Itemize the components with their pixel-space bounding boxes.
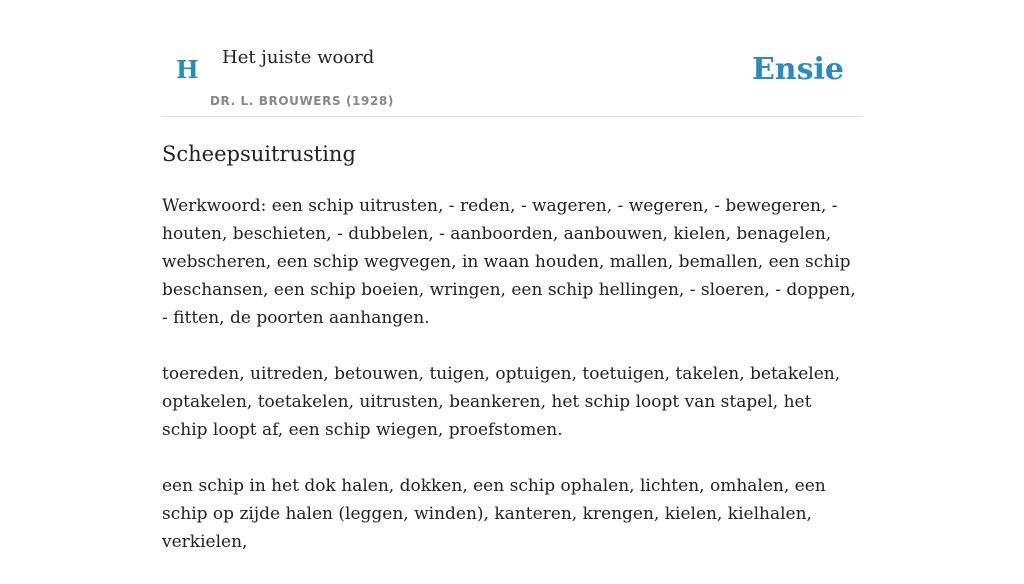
- brand-logo[interactable]: Ensie: [751, 52, 844, 87]
- entry-content: [162, 192, 862, 584]
- book-author: DR. L. BROUWERS (1928): [210, 94, 394, 108]
- entry-title: Scheepsuitrusting: [162, 142, 356, 166]
- entry-paragraph: een schip in het dok halen, dokken, een schip ophalen, lichten, omhalen, een schip op zijde halen (leggen, winden), kanteren, krengen, kielen, kielhalen, verkielen,: [162, 476, 826, 552]
- book-title-link[interactable]: Het juiste woord: [222, 47, 375, 68]
- entry-paragraph: Werkwoord: een schip uitrusten, - reden, - wageren, - wegeren, - bewegeren, - houten, beschieten, - dubbelen, - aanboorden, aanbouwen, kielen, benagelen, webscheren, een schip wegvegen, in waan houden, mallen, bemallen, een schip beschansen, een schip boeien, wringen, een schip hellingen, - sloeren, - doppen, - fitten, de poorten aanhangen.: [162, 196, 856, 328]
- book-header: [162, 0, 862, 117]
- entry-paragraph: toereden, uitreden, betouwen, tuigen, optuigen, toetuigen, takelen, betakelen, optakelen, toetakelen, uitrusten, beankeren, het schip loopt van stapel, het schip loopt af, een schip wiegen, proefstomen.: [162, 364, 841, 440]
- book-icon: H: [176, 55, 199, 84]
